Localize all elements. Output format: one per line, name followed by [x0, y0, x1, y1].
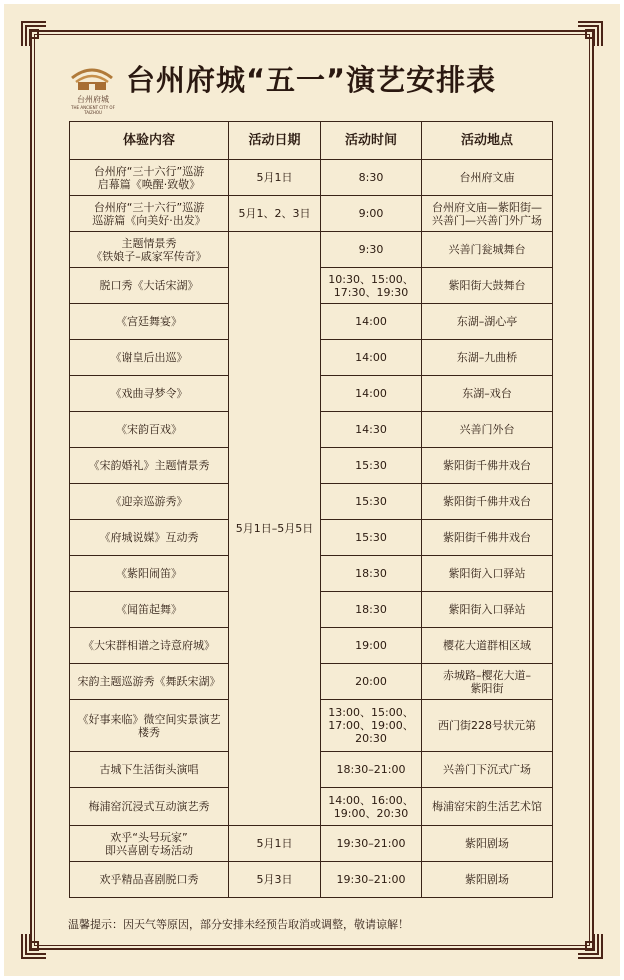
header-date: 活动日期 — [229, 122, 321, 160]
logo-caption — [68, 94, 118, 115]
cell-content: 《宋韵百戏》 — [70, 412, 229, 448]
cell-content: 《闻笛起舞》 — [70, 592, 229, 628]
cell-time: 10:30、15:00、 17:30、19:30 — [321, 268, 422, 304]
cell-time: 19:30–21:00 — [321, 826, 422, 862]
cell-location: 紫阳街大鼓舞台 — [422, 268, 553, 304]
cell-time: 15:30 — [321, 520, 422, 556]
cell-time: 14:30 — [321, 412, 422, 448]
cell-date: 5月1日 — [229, 160, 321, 196]
cell-time: 18:30–21:00 — [321, 752, 422, 788]
cell-location: 东湖–九曲桥 — [422, 340, 553, 376]
table-row — [70, 826, 553, 862]
cell-location: 西门街228号状元第 — [422, 700, 553, 752]
cell-time: 9:30 — [321, 232, 422, 268]
cell-content: 台州府“三十六行”巡游 巡游篇《向美好·出发》 — [70, 196, 229, 232]
cell-time: 8:30 — [321, 160, 422, 196]
cell-time: 15:30 — [321, 448, 422, 484]
cell-location: 梅浦窑宋韵生活艺术馆 — [422, 788, 553, 826]
cell-time: 19:00 — [321, 628, 422, 664]
cell-content: 《紫阳闹笛》 — [70, 556, 229, 592]
table-row — [70, 862, 553, 898]
cell-location: 东湖–湖心亭 — [422, 304, 553, 340]
cell-content: 《迎亲巡游秀》 — [70, 484, 229, 520]
logo-text: 台州府城 — [77, 95, 109, 104]
cell-content: 《府城说媒》互动秀 — [70, 520, 229, 556]
table-row — [70, 160, 553, 196]
header-location: 活动地点 — [422, 122, 553, 160]
cell-content: 《宫廷舞宴》 — [70, 304, 229, 340]
cell-location: 紫阳街千佛井戏台 — [422, 520, 553, 556]
table-row — [70, 232, 553, 268]
cell-location: 樱花大道群相区域 — [422, 628, 553, 664]
cell-location: 紫阳街入口驿站 — [422, 556, 553, 592]
header-time: 活动时间 — [321, 122, 422, 160]
cell-content: 宋韵主题巡游秀《舞跃宋湖》 — [70, 664, 229, 700]
cell-time: 14:00、16:00、 19:00、20:30 — [321, 788, 422, 826]
cell-content: 主题情景秀 《铁娘子–戚家军传奇》 — [70, 232, 229, 268]
cell-location: 紫阳街千佛井戏台 — [422, 484, 553, 520]
cell-content: 梅浦窑沉浸式互动演艺秀 — [70, 788, 229, 826]
cell-content: 脱口秀《大话宋湖》 — [70, 268, 229, 304]
cell-content: 欢乎“头号玩家” 即兴喜剧专场活动 — [70, 826, 229, 862]
cell-time: 19:30–21:00 — [321, 862, 422, 898]
cell-content: 古城下生活街头演唱 — [70, 752, 229, 788]
corner-ornament-bottom-left — [20, 932, 48, 960]
cell-shared-date: 5月1日–5月5日 — [229, 232, 321, 826]
page-title: 台州府城“五一”演艺安排表 — [126, 63, 497, 97]
cell-location: 东湖–戏台 — [422, 376, 553, 412]
cell-date: 5月3日 — [229, 862, 321, 898]
cell-content: 《宋韵婚礼》主题情景秀 — [70, 448, 229, 484]
cell-location: 紫阳街千佛井戏台 — [422, 448, 553, 484]
cell-time: 18:30 — [321, 592, 422, 628]
cell-location: 紫阳街入口驿站 — [422, 592, 553, 628]
header-content: 体验内容 — [70, 122, 229, 160]
cell-content: 欢乎精品喜剧脱口秀 — [70, 862, 229, 898]
cell-location: 紫阳剧场 — [422, 862, 553, 898]
cell-time: 14:00 — [321, 376, 422, 412]
cell-time: 9:00 — [321, 196, 422, 232]
cell-location: 紫阳剧场 — [422, 826, 553, 862]
cell-time: 14:00 — [321, 340, 422, 376]
logo-subtext: THE ANCIENT CITY OF TAIZHOU — [71, 105, 115, 115]
schedule-table — [69, 121, 553, 898]
cell-content: 《谢皇后出巡》 — [70, 340, 229, 376]
cell-time: 18:30 — [321, 556, 422, 592]
corner-ornament-bottom-right — [576, 932, 604, 960]
cell-date: 5月1日 — [229, 826, 321, 862]
cell-time: 13:00、15:00、 17:00、19:00、 20:30 — [321, 700, 422, 752]
table-header-row — [70, 122, 553, 160]
cell-date: 5月1、2、3日 — [229, 196, 321, 232]
cell-content: 《戏曲寻梦令》 — [70, 376, 229, 412]
cell-time: 20:00 — [321, 664, 422, 700]
cell-location: 兴善门外台 — [422, 412, 553, 448]
corner-ornament-top-left — [20, 20, 48, 48]
cell-content: 台州府“三十六行”巡游 启幕篇《唤醒·致敬》 — [70, 160, 229, 196]
footer-notice: 温馨提示：因天气等原因，部分安排未经预告取消或调整，敬请谅解！ — [68, 918, 409, 931]
corner-ornament-top-right — [576, 20, 604, 48]
cell-location: 台州府文庙 — [422, 160, 553, 196]
cell-content: 《好事来临》微空间实景演艺 楼秀 — [70, 700, 229, 752]
cell-location: 兴善门下沉式广场 — [422, 752, 553, 788]
table-row — [70, 196, 553, 232]
cell-time: 14:00 — [321, 304, 422, 340]
cell-time: 15:30 — [321, 484, 422, 520]
cell-location: 兴善门瓮城舞台 — [422, 232, 553, 268]
cell-content: 《大宋群相谱之诗意府城》 — [70, 628, 229, 664]
cell-location: 赤城路–樱花大道– 紫阳街 — [422, 664, 553, 700]
cell-location: 台州府文庙—紫阳街— 兴善门—兴善门外广场 — [422, 196, 553, 232]
